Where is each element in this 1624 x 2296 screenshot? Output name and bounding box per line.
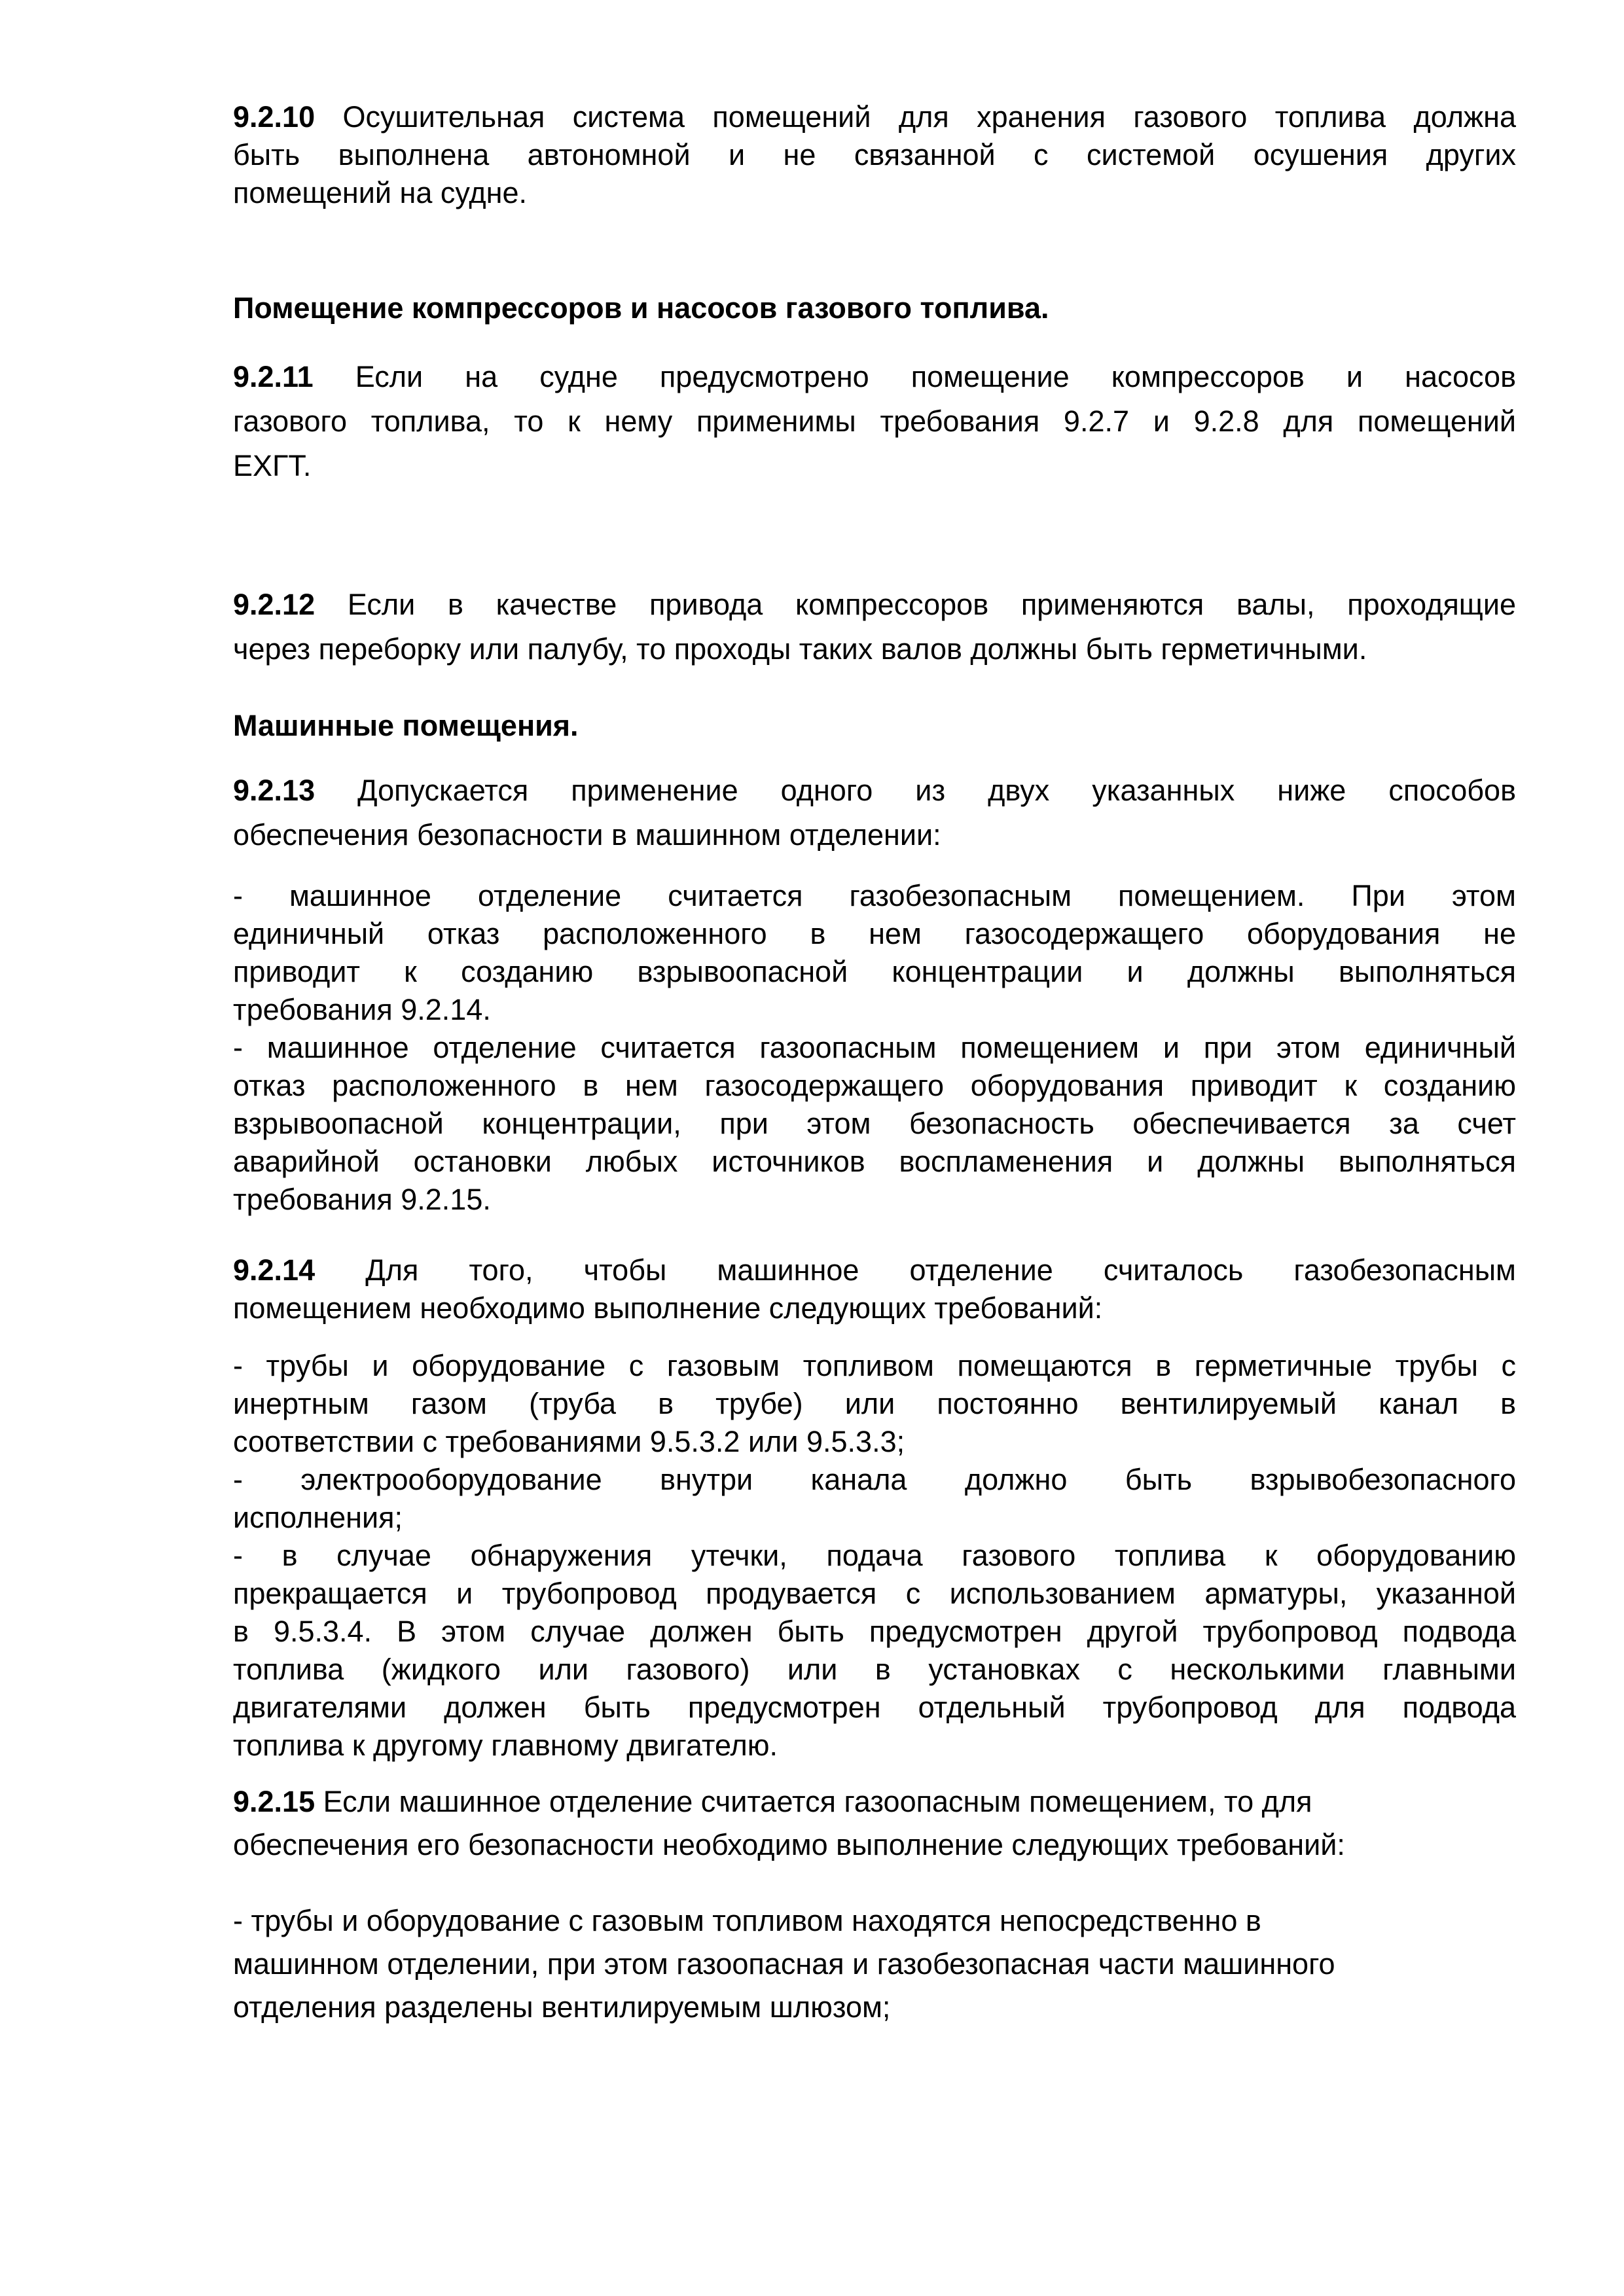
text-line: помещений на судне. bbox=[233, 176, 528, 209]
section-number: 9.2.11 bbox=[233, 360, 314, 393]
list-item: - машинное отделение считается газобезопасным помещением. При этом bbox=[233, 879, 1516, 912]
list-item: - трубы и оборудование с газовым топливом находятся непосредственно в bbox=[233, 1904, 1261, 1937]
list-item: - машинное отделение считается газоопасным помещением и при этом единичный bbox=[233, 1031, 1516, 1064]
list-item: - в случае обнаружения утечки, подача газового топлива к оборудованию bbox=[233, 1539, 1516, 1572]
text-line: помещением необходимо выполнение следующих требований: bbox=[233, 1291, 1103, 1325]
text-span: Осушительная система помещений для хранения газового топлива должна bbox=[342, 100, 1516, 134]
text-line bbox=[233, 355, 1516, 399]
text-span: Если машинное отделение считается газоопасным помещением, то для bbox=[323, 1785, 1312, 1818]
text-line: через переборку или палубу, то проходы таких валов должны быть герметичными. bbox=[233, 632, 1367, 666]
paragraph-9-2-13 bbox=[233, 768, 1516, 857]
list-item: - электрооборудование внутри канала должно быть взрывобезопасного bbox=[233, 1463, 1516, 1496]
text-line: соответствии с требованиями 9.5.3.2 или 9.5.3.3; bbox=[233, 1425, 905, 1458]
list-block bbox=[233, 877, 1516, 1219]
paragraph-9-2-14 bbox=[233, 1251, 1516, 1327]
section-number: 9.2.14 bbox=[233, 1253, 316, 1287]
text-line: в 9.5.3.4. В этом случае должен быть предусмотрен другой трубопровод подвода bbox=[233, 1615, 1516, 1648]
text-line: обеспечения его безопасности необходимо выполнение следующих требований: bbox=[233, 1828, 1345, 1861]
text-span: Если на судне предусмотрено помещение компрессоров и насосов bbox=[355, 360, 1516, 393]
text-span: Для того, чтобы машинное отделение считалось газобезопасным bbox=[365, 1253, 1516, 1287]
text-line: отказ расположенного в нем газосодержащего оборудования приводит к созданию bbox=[233, 1069, 1516, 1102]
text-line: топлива (жидкого или газового) или в установках с несколькими главными bbox=[233, 1653, 1516, 1686]
list-block bbox=[233, 1899, 1516, 2029]
text-line: машинном отделении, при этом газоопасная и газобезопасная части машинного bbox=[233, 1947, 1335, 1981]
text-line: прекращается и трубопровод продувается с использованием арматуры, указанной bbox=[233, 1577, 1516, 1610]
text-line: исполнения; bbox=[233, 1501, 403, 1534]
paragraph-9-2-15 bbox=[233, 1780, 1516, 1867]
text-line: газового топлива, то к нему применимы требования 9.2.7 и 9.2.8 для помещений bbox=[233, 404, 1516, 438]
text-span: Если в качестве привода компрессоров применяются валы, проходящие bbox=[347, 588, 1516, 621]
text-line: взрывоопасной концентрации, при этом безопасность обеспечивается за счет bbox=[233, 1107, 1516, 1140]
section-heading: Помещение компрессоров и насосов газового топлива. bbox=[233, 291, 1049, 325]
section-heading: Машинные помещения. bbox=[233, 709, 579, 742]
section-number: 9.2.15 bbox=[233, 1785, 316, 1818]
text-line: приводит к созданию взрывоопасной концентрации и должны выполняться bbox=[233, 955, 1516, 988]
section-number: 9.2.10 bbox=[233, 100, 316, 134]
text-line bbox=[233, 583, 1516, 627]
list-block bbox=[233, 1347, 1516, 1765]
text-line: двигателями должен быть предусмотрен отдельный трубопровод для подвода bbox=[233, 1691, 1516, 1724]
text-line: аварийной остановки любых источников воспламенения и должны выполняться bbox=[233, 1145, 1516, 1178]
paragraph-9-2-10 bbox=[233, 98, 1516, 212]
text-line: топлива к другому главному двигателю. bbox=[233, 1729, 778, 1762]
text-line: единичный отказ расположенного в нем газосодержащего оборудования не bbox=[233, 917, 1516, 950]
text-line: обеспечения безопасности в машинном отделении: bbox=[233, 818, 941, 852]
text-line bbox=[233, 768, 1516, 813]
paragraph-9-2-12 bbox=[233, 583, 1516, 672]
text-span: Допускается применение одного из двух указанных ниже способов bbox=[357, 774, 1516, 807]
text-line bbox=[233, 1251, 1516, 1289]
section-number: 9.2.13 bbox=[233, 774, 316, 807]
text-line bbox=[233, 1780, 1516, 1823]
text-line bbox=[233, 98, 1516, 136]
text-line: инертным газом (труба в трубе) или постоянно вентилируемый канал в bbox=[233, 1387, 1516, 1420]
section-number: 9.2.12 bbox=[233, 588, 316, 621]
text-line: ЕХГТ. bbox=[233, 449, 312, 482]
text-line: требования 9.2.15. bbox=[233, 1183, 491, 1216]
paragraph-9-2-11 bbox=[233, 355, 1516, 488]
text-line: быть выполнена автономной и не связанной с системой осушения других bbox=[233, 138, 1516, 171]
list-item: - трубы и оборудование с газовым топливом помещаются в герметичные трубы с bbox=[233, 1349, 1516, 1382]
text-line: отделения разделены вентилируемым шлюзом; bbox=[233, 1990, 891, 2024]
text-line: требования 9.2.14. bbox=[233, 993, 491, 1026]
